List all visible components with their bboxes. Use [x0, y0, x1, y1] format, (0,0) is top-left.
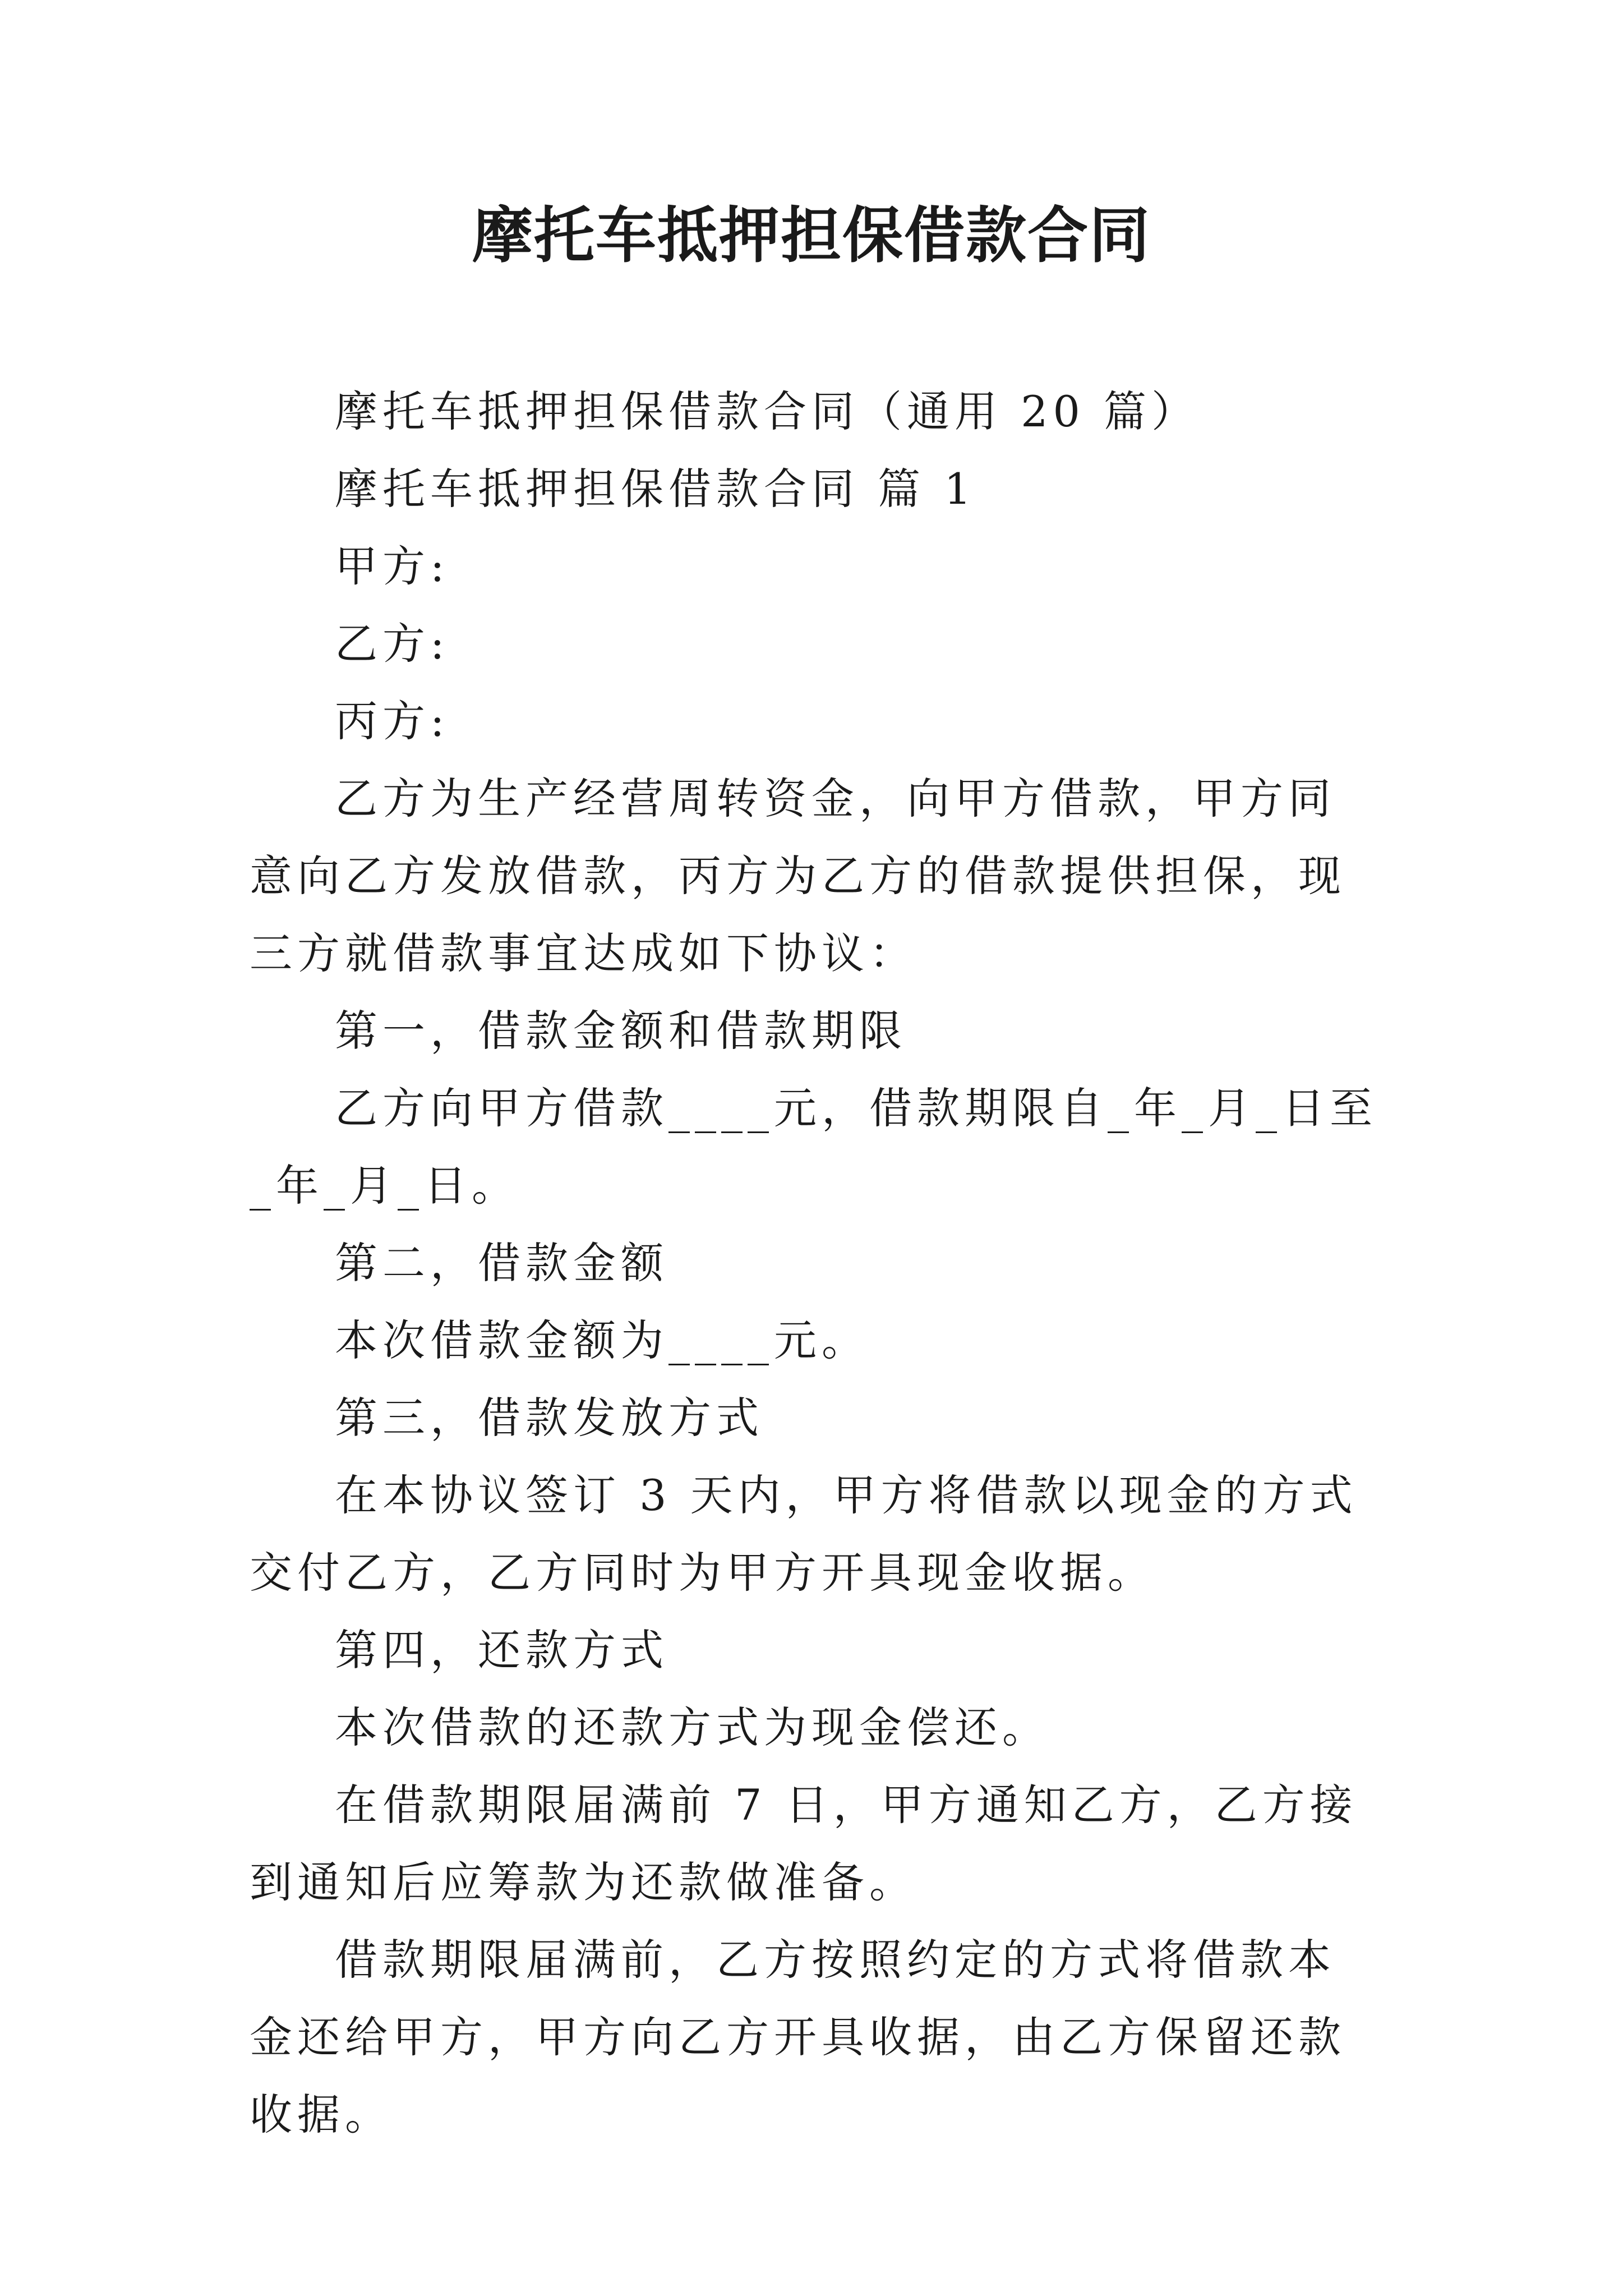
clause-4-repayment-text: 借款期限届满前，乙方按照约定的方式将借款本金还给甲方，甲方向乙方开具收据，由乙方保留还款收据。 [250, 1935, 1346, 2139]
clause-2-text: 本次借款金额为____元。 [335, 1315, 869, 1365]
party-a-label: 甲方: [335, 541, 450, 591]
clause-2-heading: 第二，借款金额 [335, 1238, 668, 1288]
paragraph-section-heading: 摩托车抵押担保借款合同 篇 1 [335, 464, 976, 514]
clause-4-heading: 第四，还款方式 [335, 1625, 668, 1675]
paragraph-preamble: 乙方为生产经营周转资金，向甲方借款，甲方同意向乙方发放借款，丙方为乙方的借款提供担保，现三方就借款事宜达成如下协议： [250, 774, 1346, 978]
clause-3-text: 在本协议签订 3 天内，甲方将借款以现金的方式交付乙方，乙方同时为甲方开具现金收据。 [250, 1470, 1358, 1598]
clause-1-text: 乙方向甲方借款____元，借款期限自_年_月_日至_年_月_日。 [250, 1083, 1377, 1211]
clause-4-text: 本次借款的还款方式为现金偿还。 [335, 1703, 1050, 1752]
paragraph-subtitle: 摩托车抵押担保借款合同（通用 20 篇） [335, 386, 1200, 436]
clause-1-heading: 第一，借款金额和借款期限 [335, 1006, 907, 1056]
clause-3-heading: 第三，借款发放方式 [335, 1393, 764, 1443]
document-body [250, 373, 1380, 2154]
clause-4-notice-text: 在借款期限届满前 7 日，甲方通知乙方，乙方接到通知后应筹款为还款做准备。 [250, 1780, 1358, 1907]
document-title: 摩托车抵押担保借款合同 [472, 200, 1151, 271]
party-c-label: 丙方: [335, 696, 450, 746]
party-b-label: 乙方: [335, 619, 450, 669]
